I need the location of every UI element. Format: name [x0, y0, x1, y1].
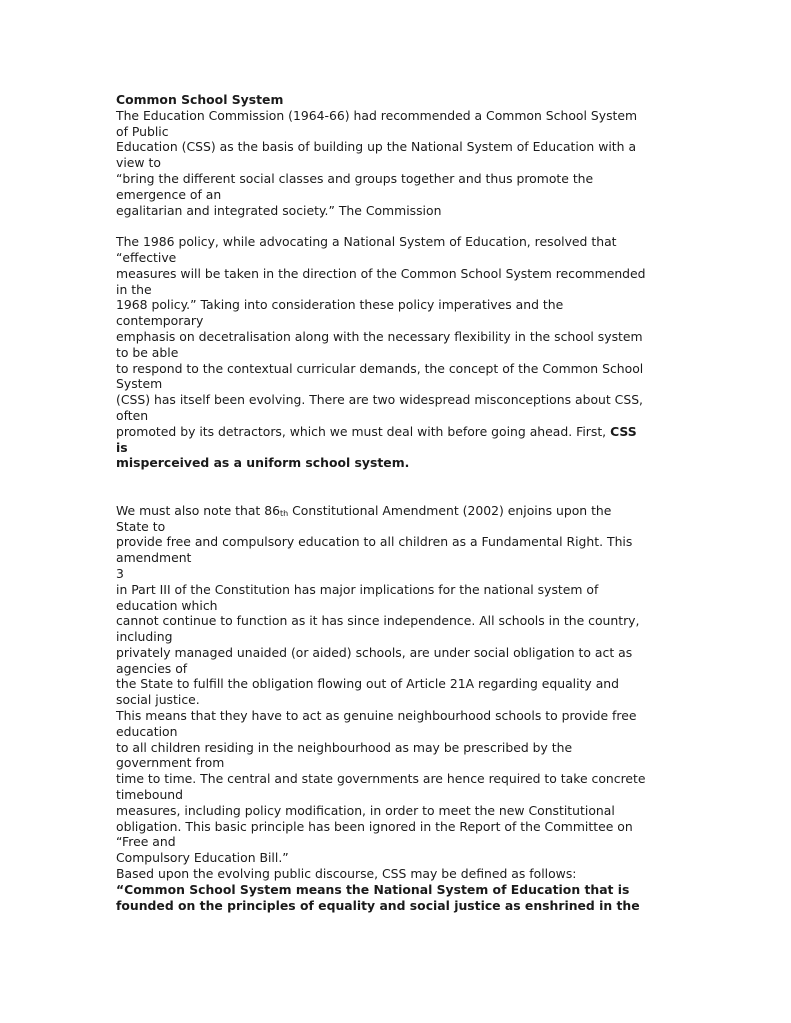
bold-text-line: misperceived as a uniform school system.	[116, 455, 410, 471]
text-line: view to	[116, 155, 161, 171]
text-line: Compulsory Education Bill.”	[116, 850, 289, 866]
text-line: to be able	[116, 344, 179, 360]
text-line: “bring the different social classes and groups together and thus promote the	[116, 170, 594, 186]
text-line: emphasis on decetralisation along with the necessary flexibility in the school system	[116, 328, 643, 344]
text-line: measures will be taken in the direction of the Common School System recommended	[116, 265, 646, 281]
text-line: Education (CSS) as the basis of building up the National System of Education with a	[116, 139, 637, 155]
text-line: System	[116, 376, 163, 392]
text-segment: Constitutional Amendment (2002) enjoins upon the	[288, 502, 612, 518]
text-line: in Part III of the Constitution has major implications for the national system of	[116, 581, 599, 597]
bold-text-line: is	[116, 439, 128, 455]
bold-text-line: “Common School System means the National System of Education that is	[116, 881, 630, 897]
paragraph-1	[116, 108, 676, 219]
text-line: egalitarian and integrated society.” The Commission	[116, 202, 442, 218]
document-title: Common School System	[116, 92, 284, 107]
text-line: Based upon the evolving public discourse, CSS may be defined as follows:	[116, 866, 577, 882]
text-line: (CSS) has itself been evolving. There are two widespread misconceptions about CSS,	[116, 392, 644, 408]
text-line: to all children residing in the neighbourhood as may be prescribed by the	[116, 739, 573, 755]
text-line: 3	[116, 565, 124, 581]
text-line: 1968 policy.” Taking into consideration these policy imperatives and the	[116, 297, 564, 313]
bold-text-segment: CSS	[610, 423, 637, 439]
text-segment: We must also note that 86	[116, 502, 280, 518]
text-line	[116, 424, 676, 440]
text-line: obligation. This basic principle has been ignored in the Report of the Committee on	[116, 818, 633, 834]
text-line: “Free and	[116, 834, 176, 850]
text-line: to respond to the contextual curricular demands, the concept of the Common School	[116, 360, 644, 376]
text-line: agencies of	[116, 660, 188, 676]
text-line: in the	[116, 281, 152, 297]
text-line: education which	[116, 597, 218, 613]
text-line: The Education Commission (1964-66) had recommended a Common School System	[116, 107, 638, 123]
paragraph-3	[116, 503, 676, 914]
paragraph-gap	[116, 218, 676, 234]
text-line: timebound	[116, 787, 184, 803]
text-line: emergence of an	[116, 186, 222, 202]
text-line: amendment	[116, 550, 192, 566]
text-line: of Public	[116, 123, 169, 139]
text-line: contemporary	[116, 313, 204, 329]
text-line: social justice.	[116, 692, 200, 708]
text-line: The 1986 policy, while advocating a National System of Education, resolved that	[116, 234, 617, 250]
text-line: measures, including policy modification, in order to meet the new Constitutional	[116, 802, 615, 818]
text-line: government from	[116, 755, 225, 771]
text-line: including	[116, 629, 173, 645]
paragraph-gap	[116, 471, 676, 503]
text-line: time to time. The central and state governments are hence required to take concrete	[116, 771, 646, 787]
text-line: the State to fulfill the obligation flowing out of Article 21A regarding equality and	[116, 676, 620, 692]
bold-text-line: founded on the principles of equality and social justice as enshrined in the	[116, 897, 640, 913]
text-line: provide free and compulsory education to all children as a Fundamental Right. This	[116, 534, 633, 550]
document-page	[116, 92, 676, 913]
text-line: “effective	[116, 249, 177, 265]
text-segment: promoted by its detractors, which we must deal with before going ahead. First,	[116, 423, 607, 439]
paragraph-2	[116, 234, 676, 471]
text-line: privately managed unaided (or aided) schools, are under social obligation to act as	[116, 644, 633, 660]
text-line: State to	[116, 518, 166, 534]
text-line	[116, 503, 676, 519]
text-line: This means that they have to act as genuine neighbourhood schools to provide free	[116, 708, 637, 724]
text-line: often	[116, 407, 149, 423]
text-line: cannot continue to function as it has since independence. All schools in the country,	[116, 613, 640, 629]
ordinal-suffix: th	[280, 508, 289, 518]
text-line: education	[116, 723, 178, 739]
